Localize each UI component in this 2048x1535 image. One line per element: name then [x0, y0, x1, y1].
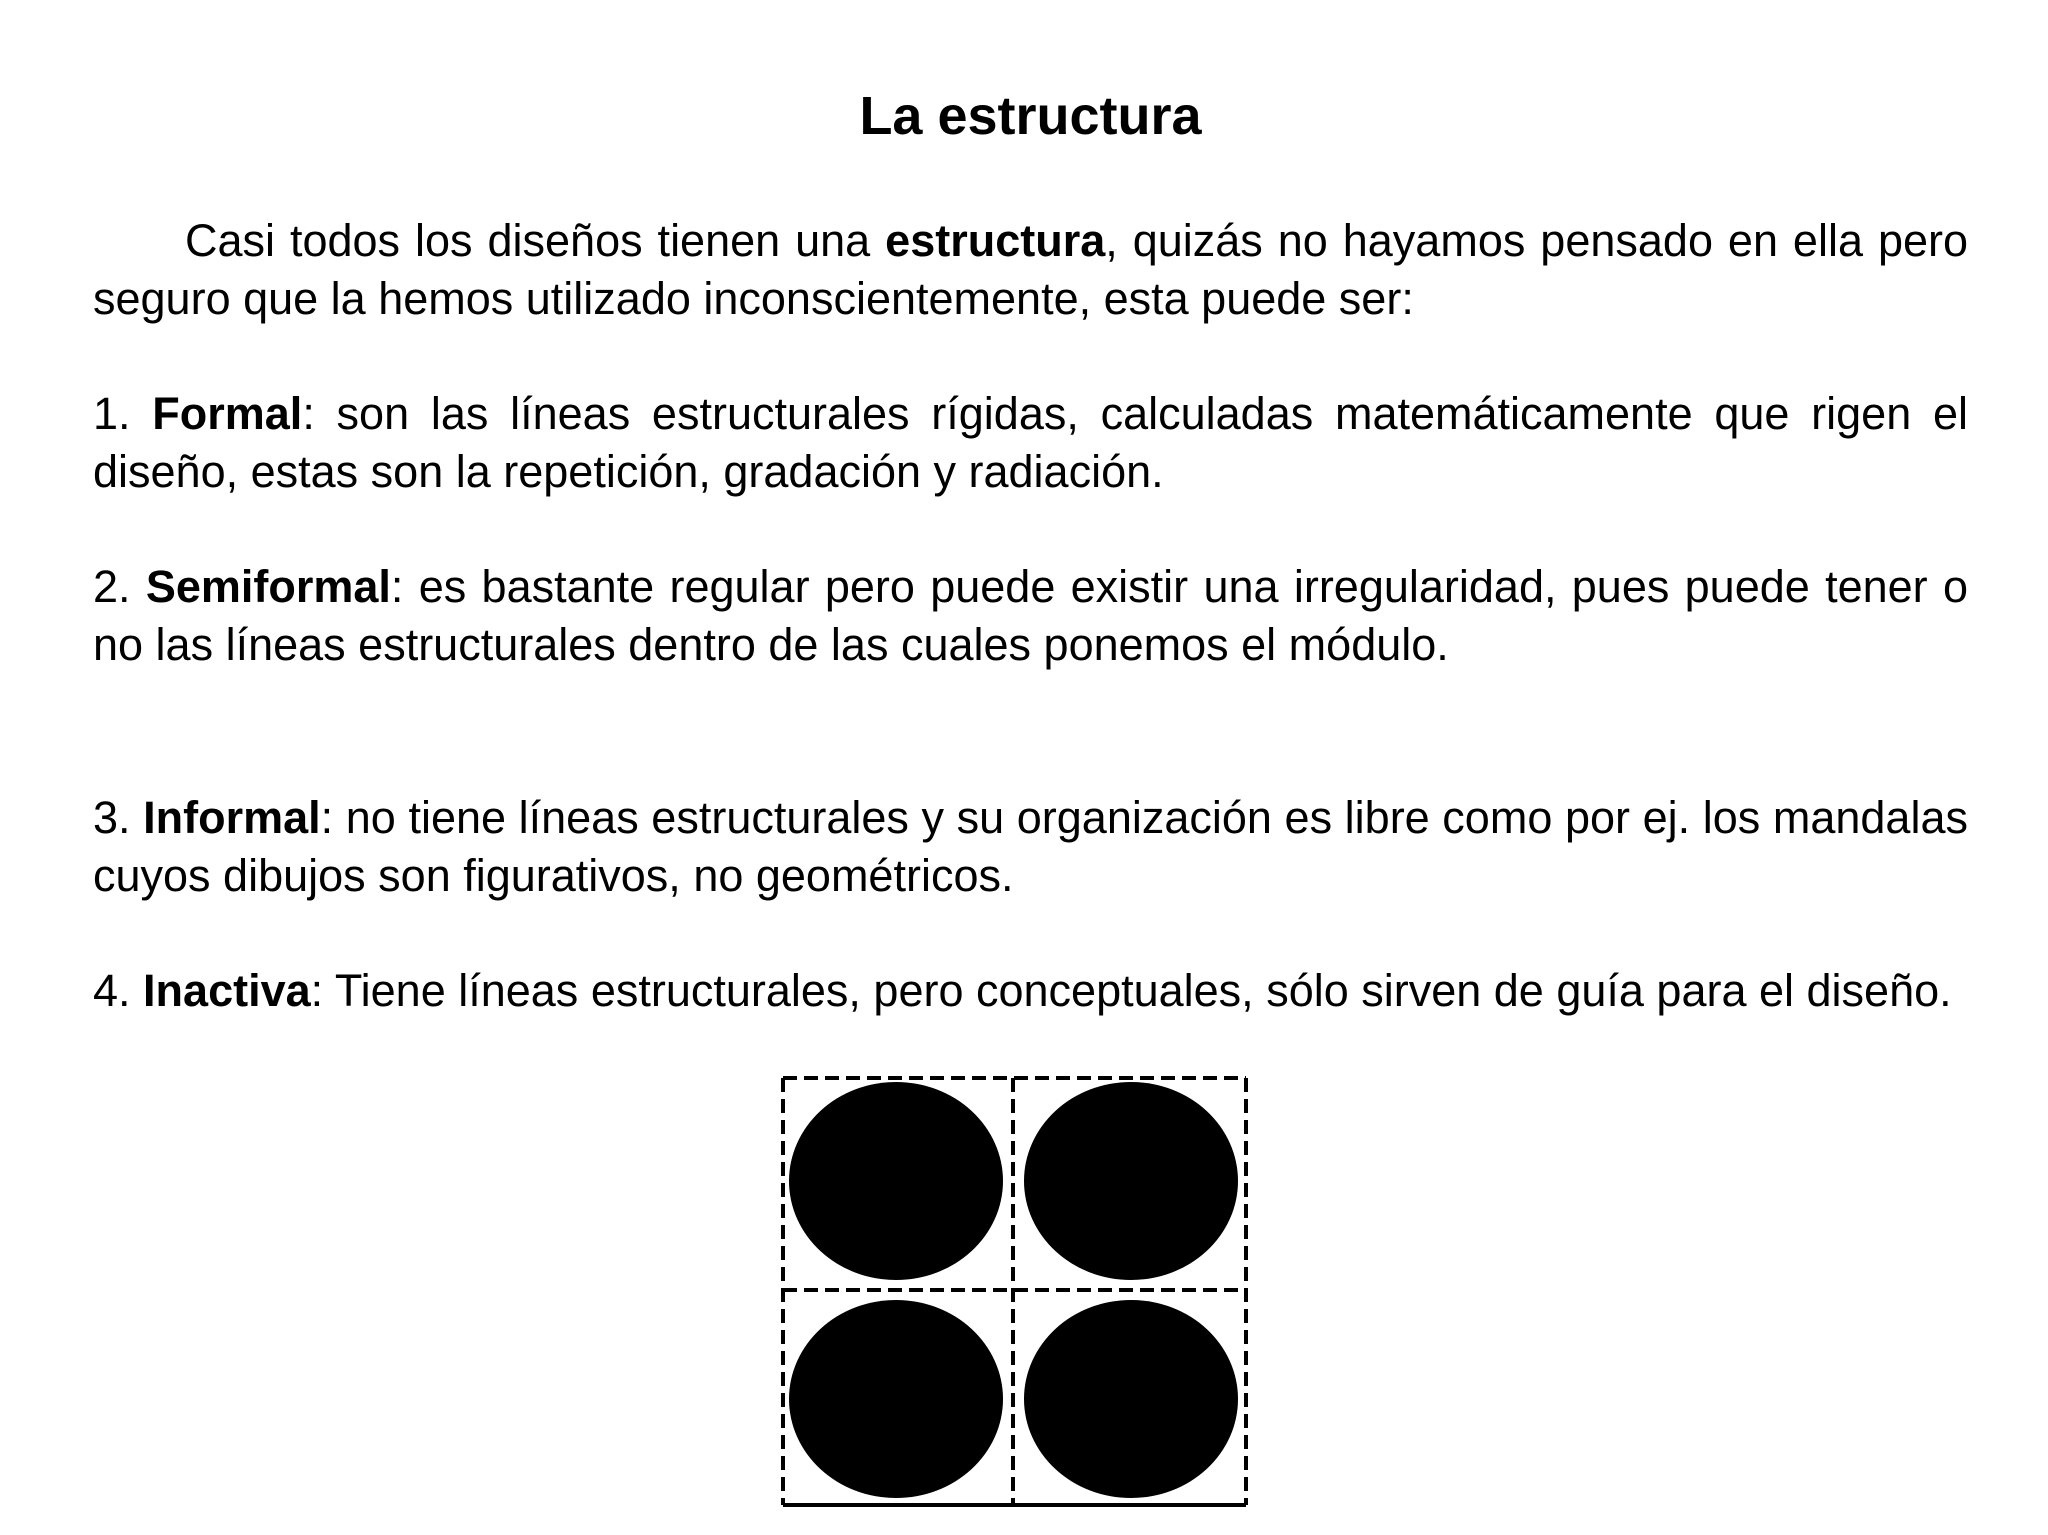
module-circle-bottom-right: [1024, 1300, 1238, 1498]
item-number: 3.: [93, 792, 144, 843]
intro-text-before: Casi todos los diseños tienen una: [185, 215, 886, 266]
item-text: : es bastante regular pero puede existir una irregularidad, pues puede tener o no las líneas estructurales dentro de las cuales ponemos el módulo.: [93, 561, 1968, 670]
item-text: : son las líneas estructurales rígidas, calculadas matemáticamente que rigen el diseño, estas son la repetición, gradación y radiación.: [93, 388, 1968, 497]
module-circle-top-left: [789, 1082, 1003, 1280]
item-formal: [93, 385, 1968, 501]
item-text: : Tiene líneas estructurales, pero conceptuales, sólo sirven de guía para el diseño.: [310, 965, 1952, 1016]
structure-figure: [780, 1073, 1249, 1510]
item-number: 2.: [93, 561, 146, 612]
item-inactiva: [93, 962, 1968, 1020]
item-text: : no tiene líneas estructurales y su organización es libre como por ej. los mandalas cuyos dibujos son figurativos, no geométricos.: [93, 792, 1968, 901]
item-term: Inactiva: [143, 965, 311, 1016]
item-informal: [93, 789, 1968, 905]
structure-grid-diagram: [780, 1073, 1249, 1510]
module-circle-top-right: [1024, 1082, 1238, 1280]
intro-text-after: , quizás no hayamos pensado en ella pero seguro que la hemos utilizado inconscientemente, esta puede ser:: [93, 215, 1969, 324]
document-title: La estructura: [859, 86, 1202, 146]
item-number: 1.: [93, 388, 153, 439]
intro-term: estructura: [885, 215, 1106, 266]
item-term: Semiformal: [145, 561, 391, 612]
item-semiformal: [93, 558, 1968, 674]
module-circle-bottom-left: [789, 1300, 1003, 1498]
item-term: Formal: [152, 388, 303, 439]
item-term: Informal: [143, 792, 321, 843]
intro-paragraph: [93, 212, 1968, 328]
item-number: 4.: [93, 965, 144, 1016]
